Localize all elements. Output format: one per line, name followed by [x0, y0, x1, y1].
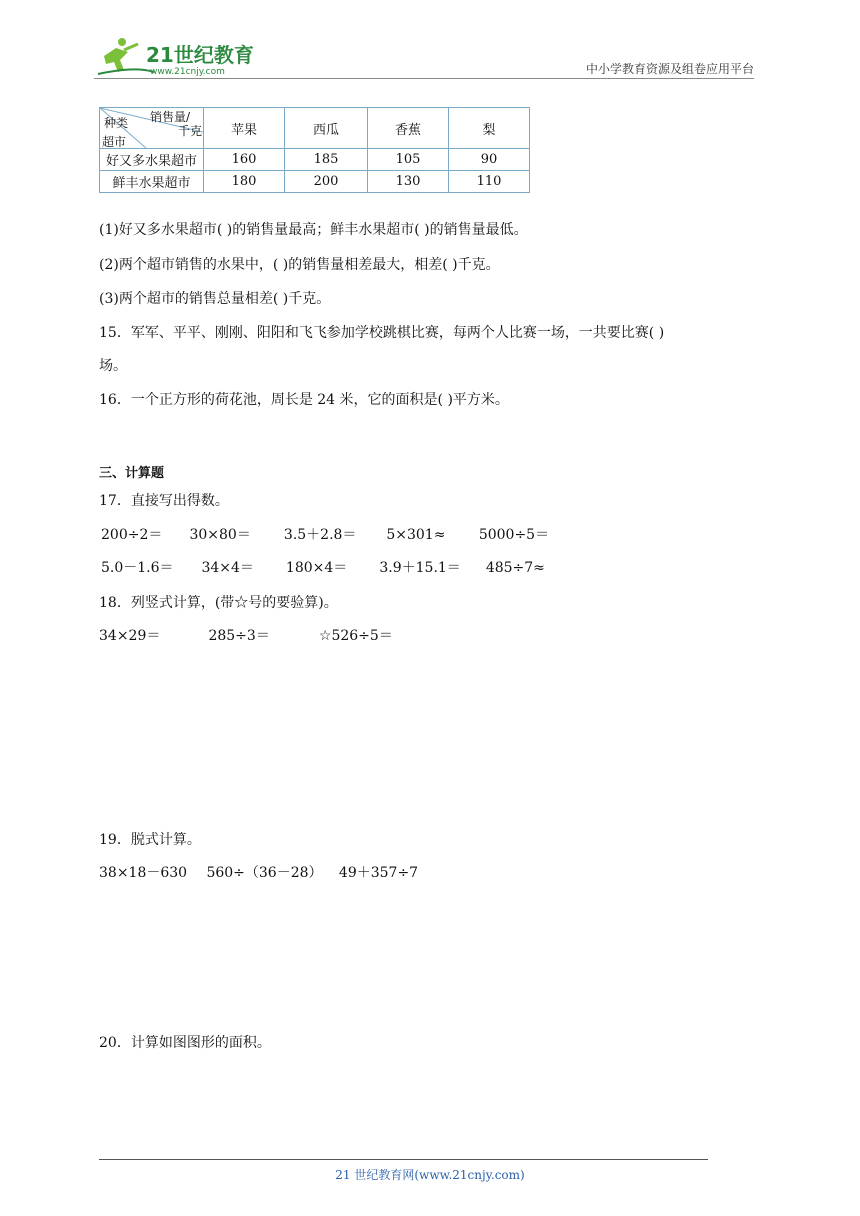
corner-type: 种类	[104, 116, 129, 130]
table-cell: 90	[449, 149, 530, 171]
table-cell: 185	[285, 149, 368, 171]
fruit-header: 西瓜	[285, 108, 368, 149]
expression: 34×4＝	[201, 560, 254, 576]
header-divider	[94, 78, 754, 79]
expression: 5.0－1.6＝	[101, 560, 174, 576]
table-cell: 200	[285, 171, 368, 193]
logo-text: 21世纪教育	[146, 43, 254, 67]
q17-title: 17．直接写出得数。	[99, 493, 229, 509]
corner-store: 超市	[102, 135, 127, 149]
q14-part1: (1)好又多水果超市( )的销售量最高；鲜丰水果超市( )的销售量最低。	[99, 222, 528, 238]
table-cell: 160	[204, 149, 285, 171]
expression: 3.5＋2.8＝	[283, 527, 357, 543]
table-cell: 110	[449, 171, 530, 193]
table-row	[100, 171, 530, 193]
q18-items	[99, 625, 393, 645]
q17-row1	[101, 524, 549, 544]
section-title: 三、计算题	[99, 466, 165, 481]
q15-line1: 15．军军、平平、刚刚、阳阳和飞飞参加学校跳棋比赛，每两个人比赛一场，一共要比赛( )	[99, 325, 665, 341]
table-row	[100, 149, 530, 171]
table-cell: 180	[204, 171, 285, 193]
expression: 49＋357÷7	[338, 865, 419, 881]
expression: 30×80＝	[189, 527, 251, 543]
q17-row2	[101, 557, 545, 577]
table-corner-cell	[100, 108, 204, 149]
logo	[94, 36, 264, 80]
expression: 200÷2＝	[101, 527, 163, 543]
q19-items	[99, 862, 418, 882]
q18-title: 18．列竖式计算，(带☆号的要验算)。	[99, 595, 338, 611]
expression: 34×29＝	[99, 628, 161, 644]
expression: 3.9＋15.1＝	[379, 560, 461, 576]
platform-name: 中小学教育资源及组卷应用平台	[585, 62, 754, 76]
q16: 16．一个正方形的荷花池，周长是 24 米，它的面积是( )平方米。	[99, 392, 509, 408]
q14-part3: (3)两个超市的销售总量相差( )千克。	[99, 291, 331, 307]
store-name: 好又多水果超市	[100, 149, 204, 171]
q15-line2: 场。	[99, 358, 127, 374]
store-name: 鲜丰水果超市	[100, 171, 204, 193]
table-cell: 105	[368, 149, 449, 171]
q19-title: 19．脱式计算。	[99, 832, 201, 848]
footer-divider	[99, 1159, 708, 1160]
expression: 285÷3＝	[208, 628, 270, 644]
fruit-header: 苹果	[204, 108, 285, 149]
fruit-header: 梨	[449, 108, 530, 149]
expression: 485÷7≈	[485, 560, 545, 576]
expression: 5000÷5＝	[478, 527, 550, 543]
sales-table	[99, 107, 530, 193]
fruit-header: 香蕉	[368, 108, 449, 149]
q20: 20．计算如图图形的面积。	[99, 1035, 271, 1051]
table-cell: 130	[368, 171, 449, 193]
expression: 560÷（36－28）	[206, 865, 323, 881]
corner-sales: 销售量/	[150, 110, 191, 124]
footer-text: 21 世纪教育网(www.21cnjy.com)	[335, 1168, 525, 1182]
expression: 38×18－630	[99, 865, 188, 881]
corner-unit: 千克	[178, 124, 203, 138]
q14-part2: (2)两个超市销售的水果中，( )的销售量相差最大，相差( )千克。	[99, 257, 500, 273]
runner-icon	[94, 36, 264, 80]
expression: 180×4＝	[285, 560, 348, 576]
expression: ☆526÷5＝	[318, 628, 393, 644]
expression: 5×301≈	[386, 527, 446, 543]
logo-url: www.21cnjy.com	[150, 67, 225, 77]
